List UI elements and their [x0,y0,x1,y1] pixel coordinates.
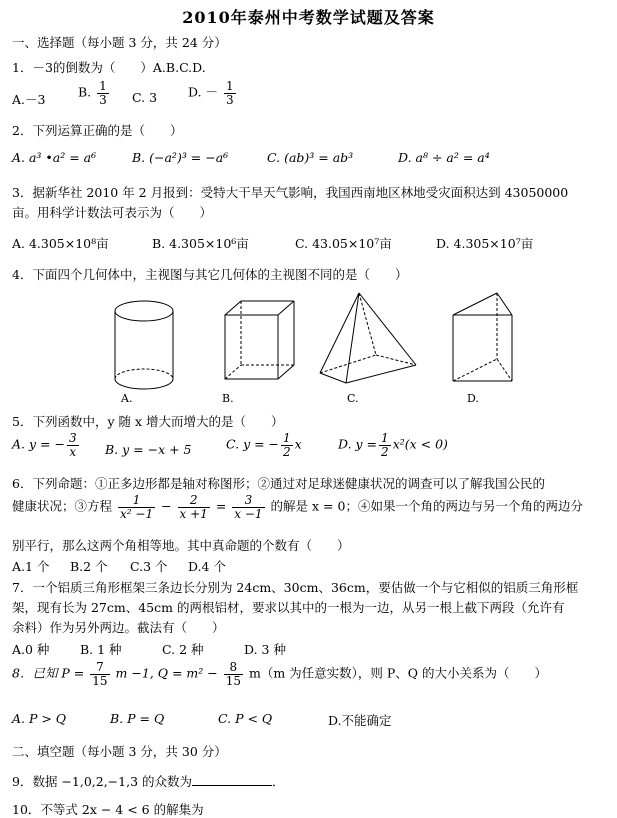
question-2-stem: 2．下列运算正确的是（ ） [12,123,183,138]
option-d: D. 3 种 [244,642,286,657]
numerator: 3 [232,494,264,508]
numerator: 1 [226,79,234,93]
option-c: C.3 个 [130,559,168,574]
denominator: 3 [99,92,107,107]
figure-label-a: A. [121,392,133,405]
option-d-label: D. － [188,84,219,100]
question-1-options [12,80,612,120]
q8-suffix: m（m 为任意实数），则 P、Q 的大小关系为（ ） [248,665,548,681]
question-5-stem: 5．下列函数中，y 随 x 增大而增大的是（ ） [12,414,284,429]
numerator: 2 [178,494,210,508]
option-d: D. 4.305×10⁷亩 [436,236,534,251]
denominator: x +1 [179,506,208,521]
option-c: C. 43.05×10⁷亩 [295,236,392,251]
option-b: B. y = −x + 5 [105,442,192,457]
option-b [78,80,111,106]
option-a-label: A. y = − [12,436,65,452]
question-7-line-3: 余料）作为另外两边。截法有（ ） [12,620,225,635]
question-2-options [12,150,612,168]
denominator: 15 [92,673,108,688]
denominator: x² −1 [120,506,154,521]
question-3-stem-line-2: 亩。用科学计数法可表示为（ ） [12,205,213,220]
denominator: 2 [283,444,291,459]
question-8-stem [12,661,547,687]
fraction [97,80,109,106]
numerator: 7 [90,661,109,675]
q6-line-2-suffix: 的解是 x = 0；④如果一个角的两边与另一个角的两边分 [270,498,583,514]
cylinder-figure [115,301,173,389]
fraction [281,432,293,458]
denominator: 15 [225,673,241,688]
question-7-line-1: 7．一个铝质三角形框架三条边长分别为 24cm、30cm、36cm，要估做一个与它相似的铝质三角形框 [12,580,579,595]
q6-line-2-prefix: 健康状况；③方程 [12,498,113,514]
option-a: A. a³ •a² = a⁶ [12,150,97,165]
q9-text: 9．数据 −1,0,2,−1,3 的众数为 [12,774,193,789]
option-b: B.2 个 [70,559,108,574]
denominator: x [69,444,77,459]
question-7-line-2: 架，现有长为 27cm、45cm 的两根铝材，要求以其中的一根为一边，从另一根上截下两段（允许有 [12,600,565,615]
figure-label-b: B. [222,392,234,405]
answer-blank [192,775,272,786]
option-c: C. P < Q [218,711,273,726]
fraction [232,494,264,520]
option-b-label: B. [78,84,92,100]
fraction [178,494,210,520]
fraction [224,80,236,106]
option-d: D.不能确定 [328,713,392,728]
section-2-heading: 二、填空题（每小题 3 分，共 30 分） [12,744,227,759]
question-7-options [12,640,612,658]
option-c: C. 3 [132,90,158,105]
document-title: 2010年泰州中考数学试题及答案 [182,8,435,27]
q8-middle: m −1, Q = m² − [115,665,218,681]
option-c-label: C. y = − [226,436,280,452]
q8-prefix: 8．已知 P = [12,665,85,681]
q9-end: ． [272,774,285,789]
option-b: B. 4.305×10⁶亩 [152,236,249,251]
question-6-line-2: 健康状况；③方程 $\frac{1}{\text{x² −1}}$ − $\frac{2}{x +1}$ = $\frac{3}{x -1}$ 的解是 x = 0；④如果一个角的两边与另一个角的两边分 [12,493,583,521]
fraction [224,661,243,687]
option-d [188,80,238,106]
option-d: D. a⁸ ÷ a² = a⁴ [398,150,490,165]
fraction [379,432,391,458]
question-1-stem: 1．－3的倒数为（ ）A.B.C.D. [12,60,206,75]
option-a: A.0 种 [12,642,50,657]
fraction [67,432,79,458]
question-6-line-1: 6．下列命题：①正多边形都是轴对称图形；②通过对足球迷健康状况的调查可以了解我国公民的 [12,476,545,491]
option-d-suffix: x²(x < 0) [392,436,448,452]
section-1-heading: 一、选择题（每小题 3 分，共 24 分） [12,35,227,50]
denominator: 3 [226,92,234,107]
question-3-options [12,234,612,252]
question-6-line-3: 别平行，那么这两个角相等地。其中真命题的个数有（ ） [12,538,350,553]
pyramid-figure [320,293,416,383]
numerator: 1 [99,79,107,93]
figure-label-c: C. [347,392,359,405]
numerator: 1 [283,431,291,445]
denominator: x −1 [234,506,263,521]
question-8-options [12,711,612,729]
figure-label-d: D. [467,392,479,405]
option-b: B. P = Q [110,711,165,726]
option-a: A.－3 [12,92,46,107]
option-a: A. P > Q [12,711,67,726]
numerator: 3 [68,431,77,445]
numerator: 1 [381,431,389,445]
question-3-stem-line-1: 3．据新华社 2010 年 2 月报到：受特大干旱天气影响，我国西南地区林地受灾面积达到 43050000 [12,185,569,200]
fraction [90,661,109,687]
numerator: 1 [118,494,155,508]
option-c: C. (ab)³ = ab³ [267,150,354,165]
option-b: B. 1 种 [80,642,122,657]
question-9 [12,772,285,790]
cube-figure [225,301,294,379]
prism-figure [453,293,512,381]
question-5-options [12,430,612,472]
denominator: 2 [381,444,389,459]
question-6-options [12,557,612,575]
option-d: D.4 个 [188,559,226,574]
question-10: 10．不等式 2x − 4 < 6 的解集为 [12,802,204,817]
option-a: A. 4.305×10⁸亩 [12,236,109,251]
option-c [226,432,302,458]
option-a: A.1 个 [12,559,50,574]
option-d-label: D. y = [338,436,378,452]
option-d [338,432,448,458]
option-c: C. 2 种 [162,642,204,657]
option-b: B. (−a²)³ = −a⁶ [132,150,229,165]
fraction [118,494,155,520]
question-4-figures [0,285,617,405]
option-c-suffix: x [294,436,302,452]
option-a [12,432,81,458]
question-4-stem: 4．下面四个几何体中，主视图与其它几何体的主视图不同的是（ ） [12,267,408,282]
numerator: 8 [224,661,243,675]
